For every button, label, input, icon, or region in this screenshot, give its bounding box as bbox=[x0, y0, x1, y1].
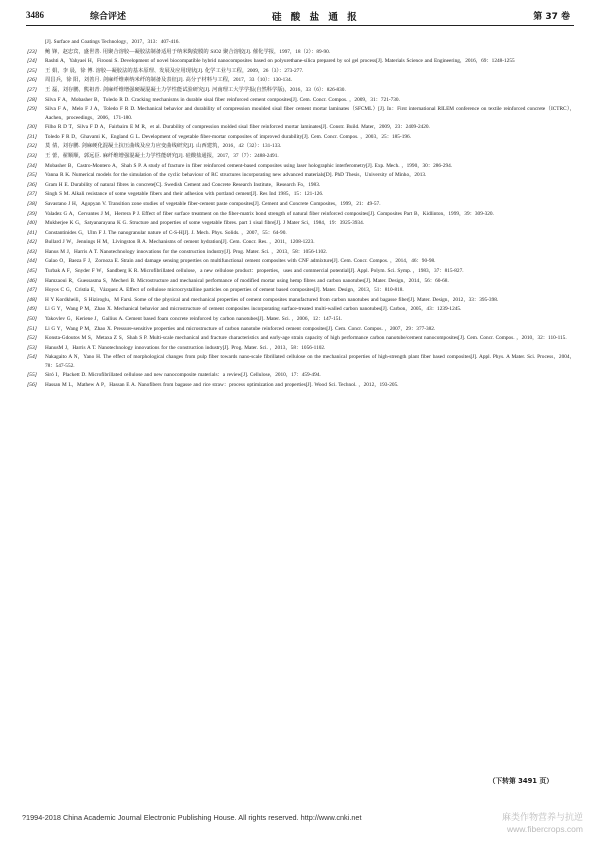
reference-text: 王 蕾，翟顺顺，郭远臣. 麻纤维增强混凝土力学性能研究[J]. 硅酸盐通报，2017，37（7）：2488-2491. bbox=[45, 152, 279, 159]
reference-text: 周昌兵，徐 阳，刘善月. 剑麻纤维素纳米纤的制备及表征[J]. 高分子材料与工程，2017，33（10）：130-134. bbox=[45, 77, 292, 84]
reference-entry bbox=[27, 353, 575, 370]
reference-number: [25] bbox=[27, 67, 37, 74]
reference-text: Filho R D T，Silva F D A，Fairbairn E M R，et al. Durability of compression molded sisal fiber reinforced mortar laminates[J]. Constr. Build. Mater，2009，23：2409-2420. bbox=[45, 124, 430, 131]
reference-entry bbox=[27, 162, 575, 170]
reference-list bbox=[27, 38, 575, 391]
page-number: 3486 bbox=[26, 10, 44, 20]
reference-text: Yakovlev G，Keriene J，Gailius A. Cement based foam concrete reinforced by carbon nanotubes[J]. Mater. Sci. ，2006，12：147-151. bbox=[45, 316, 343, 323]
reference-number: [29] bbox=[27, 106, 37, 113]
reference-entry bbox=[27, 133, 575, 141]
reference-number: [55] bbox=[27, 372, 37, 379]
reference-entry bbox=[27, 181, 575, 189]
reference-entry bbox=[27, 305, 575, 313]
reference-text: Hanus M J，Harris A T. Nanotechnology innovations for the construction industry[J]. Prog. Mater. Sci. ，2013，58：1056-1102. bbox=[45, 248, 328, 255]
reference-number: [45] bbox=[27, 268, 37, 275]
copyright-footer: ?1994-2018 China Academic Journal Electronic Publishing House. All rights reserved. http://www.cnki.net bbox=[22, 813, 362, 822]
reference-text: Konsta-Gdoutos M S，Metaxa Z S，Shah S P. Multi-scale mechanical and fracture characteristics and early-age strain capacity of high performance carbon nanotube/cement nanocomposites[J]. Cem. Concr. Compos. ，2010，32：110-115. bbox=[45, 335, 567, 342]
reference-number: [31] bbox=[27, 133, 37, 140]
reference-text: 莫 倩，刘存鹏. 剑麻硬化混凝土抗压曲线及应力应变曲线研究[J]. 山西建筑，2016，42（32）：131-133. bbox=[45, 143, 282, 150]
reference-text: Bullard J W，Jennings H M，Livingston R A. Mechanisms of cement hydration[J]. Cem. Concr. Res. ，2011，1208-1223. bbox=[45, 239, 315, 246]
reference-text: Mobasher B，Castro-Montero A，Shah S P. A study of fracture in fiber reinforced cement-based composites using laser holographic interferometry[J]. Exp. Mech. ，1990，30：286-294. bbox=[45, 162, 453, 169]
reference-number: [26] bbox=[27, 77, 37, 84]
continued-note: （下转第 3491 页） bbox=[488, 777, 553, 785]
reference-number: [38] bbox=[27, 200, 37, 207]
reference-text: [J]. Surface and Coatings Technology，2017，313：407-416. bbox=[45, 39, 180, 45]
reference-text: Nakagaito A N，Yano H. The effect of morphological changes from pulp fiber towards nano-scale fibrillated cellulose on the mechanical properties of high-strength plant fiber based composites[J]. Appl. Phys. A Mater. Sci. Process，2004，78：547-552. bbox=[45, 354, 575, 369]
reference-entry bbox=[27, 210, 575, 218]
reference-entry bbox=[27, 105, 575, 122]
reference-number: [36] bbox=[27, 181, 37, 188]
reference-text: Gram H E. Durability of natural fibres in concrete[C]. Swedish Cement and Concrete Research Institute，Research Fo，1983. bbox=[45, 181, 321, 188]
reference-entry bbox=[27, 152, 575, 160]
reference-entry bbox=[27, 381, 575, 389]
reference-text: H Y Kordkheili，S Hiziroglu，M Farsi. Some of the physical and mechanical properties of cement composites manufactured from carbon nanotubes and bagasse fiber[J]. Mater. Design，2012，33：395-398. bbox=[45, 296, 499, 303]
reference-text: Savastano J H，Agopyan V. Transition zone studies of vegetable fiber-cement paste composites[J]. Cement and Concrete Composites，1999，21：49-57. bbox=[45, 200, 381, 207]
reference-entry bbox=[27, 315, 575, 323]
reference-text: Vanna R K. Numerical models for the simulation of the cyclic behaviour of RC structures incorporating new advanced materials[D]. PhD Thesis，University of Minho，2013. bbox=[45, 172, 427, 179]
reference-number: [39] bbox=[27, 210, 37, 217]
reference-number: [42] bbox=[27, 239, 37, 246]
reference-text: 王 磊，刘存鹏，熊祖青. 剑麻纤维增强硬凝混凝土力学性能试验研究[J]. 河南理工大学学报(自然科学版)，2016，33（6）：826-830. bbox=[45, 86, 346, 93]
reference-number: [27] bbox=[27, 86, 37, 93]
reference-text: Galao O，Baeza F J，Zornoza E. Strain and damage sensing properties on multifunctional cement composites with CNF admixture[J]. Cem. Concr. Compos. ，2014，46：90-98. bbox=[45, 258, 436, 265]
reference-number: [48] bbox=[27, 296, 37, 303]
watermark-text: 麻类作物营养与抗逆 bbox=[501, 813, 583, 823]
reference-text: Hassan M L，Mathew A P，Hassan E A. Nanofibers from bagasse and rice straw：process optimization and properties[J]. Wood Sci. Technol. ，2012，193-205. bbox=[45, 382, 399, 388]
reference-entry bbox=[27, 96, 575, 104]
reference-number: [30] bbox=[27, 124, 37, 131]
reference-entry bbox=[27, 76, 575, 84]
reference-number: [56] bbox=[27, 382, 37, 388]
reference-entry bbox=[27, 67, 575, 75]
reference-entry bbox=[27, 371, 575, 379]
reference-entry bbox=[27, 248, 575, 256]
reference-number: [40] bbox=[27, 220, 37, 227]
reference-number: [33] bbox=[27, 152, 37, 159]
reference-text: Silva F A，Mobasher B，Toledo R D. Cracking mechanisms in durable sisal fiber reinforced cement composites[J]. Cem. Concr. Compos. ，2009，31：721-730. bbox=[45, 96, 400, 103]
reference-text: Rashti A，Yahyaei H，Firooni S. Development of novel biocompatible hybrid nanocomposites based on polyurethane-silica prepared by sol gel process[J]. Materials Science and Engineering，2016，69：1248-1255 bbox=[45, 58, 515, 65]
reference-number: [24] bbox=[27, 58, 37, 65]
reference-entry bbox=[27, 190, 575, 198]
reference-text: Singh S M. Alkali resistance of some vegetable fibers and their adhesion with portland cement[J]. Res Ind 1985，15：121-126. bbox=[45, 191, 324, 198]
reference-text: Valadez G A，Cervantes J M，Herrera P J. Effect of fiber surface treatment on the fiber-matrix bond strength of natural fiber reinforced composites[J]. Composites Part B，Kidlinton，1999，39：309-320. bbox=[45, 210, 494, 217]
reference-number: [44] bbox=[27, 258, 37, 265]
reference-entry bbox=[27, 344, 575, 352]
reference-number: [37] bbox=[27, 191, 37, 198]
reference-number: [50] bbox=[27, 316, 37, 323]
reference-number: [41] bbox=[27, 229, 37, 236]
reference-entry bbox=[27, 229, 575, 237]
reference-number: [28] bbox=[27, 96, 37, 103]
reference-number: [51] bbox=[27, 325, 37, 332]
header-rule bbox=[26, 25, 574, 26]
volume-label: 第 37 卷 bbox=[533, 12, 570, 22]
reference-text: Mukherjee K G，Satyanarayana K G. Structure and properties of some vegetable fibres. part 1 sisal fibre[J]. J Mater Sci，1984，19：3925-3934. bbox=[45, 220, 365, 227]
reference-entry bbox=[27, 171, 575, 179]
reference-entry bbox=[27, 200, 575, 208]
reference-number: [49] bbox=[27, 306, 37, 313]
reference-entry bbox=[27, 123, 575, 131]
reference-text: Li G Y，Wang P M，Zhao X. Mechanical behavior and microstructure of cement composites incorporating surface-treated multi-walled carbon nanotubes[J]. Carbon，2005，43：1239-1245. bbox=[45, 306, 462, 313]
reference-entry bbox=[27, 257, 575, 265]
reference-text: Constantinides G，Ulm F J. The nanogranular nature of C-S-H[J]. J. Mech. Phys. Solids. ，2007，55：64-90. bbox=[45, 229, 287, 236]
watermark-url: www.fibercrops.com bbox=[506, 824, 583, 834]
reference-entry bbox=[27, 286, 575, 294]
reference-number: [35] bbox=[27, 172, 37, 179]
reference-number: [52] bbox=[27, 335, 37, 342]
reference-text: HanusM J，Harris A T. Nanotechnology innovations for the construction industry[J]. Prog. Mater. Sci. ，2013，58：1056-1102. bbox=[45, 344, 326, 351]
reference-number: [54] bbox=[27, 354, 37, 361]
reference-text: Turbak A F，Snyder F W，Sandberg K R. Microfibrillated cellulose，a new cellulose product：properties，uses and commercial potential[J]. Appl. Polym. Sci. Symp. ，1983，37：815-827. bbox=[45, 268, 464, 275]
reference-number: [34] bbox=[27, 162, 37, 169]
reference-entry bbox=[27, 277, 575, 285]
reference-number: [23] bbox=[27, 48, 37, 55]
reference-text: 鲍 锋，赵忠宾，盛世善. 用聚合溶胶—凝胶法制备适用于纳米陶瓷膜的 SiO2 聚合溶胶[J]. 催化学报，1997，18（2）：89-90. bbox=[45, 48, 331, 55]
page-header bbox=[26, 6, 574, 28]
reference-entry bbox=[27, 57, 575, 65]
reference-entry bbox=[27, 86, 575, 94]
reference-entry bbox=[27, 334, 575, 342]
reference-entry bbox=[27, 48, 575, 56]
reference-text: Hamzaoui R，Guessasma S，Mecheri B. Microstructure and mechanical performance of modified mortar using hemp fibres and carbon nanotubes[J]. Mater. Design，2014，56：60-68. bbox=[45, 277, 449, 284]
reference-number: [32] bbox=[27, 143, 37, 150]
reference-entry bbox=[27, 325, 575, 333]
reference-text: Toledo F R D，Ghavami K，England G L. Development of vegetable fiber-mortar composites of improved durability[J]. Cem. Concr. Compos. ，2003，25：185-196. bbox=[45, 133, 411, 140]
section-title: 综合评述 bbox=[90, 12, 127, 22]
reference-number: [43] bbox=[27, 248, 37, 255]
reference-entry bbox=[27, 142, 575, 150]
reference-text: Hoyos C G，Cristia E，Vázquez A. Effect of cellulose microcrystalline particles on properties of cement based composites[J]. Mater. Design，2013，51：810-818. bbox=[45, 287, 404, 294]
reference-text: 王 娟，李 晨，徐 博. 溶胶—凝胶法的基本原理、发展及应用现状[J]. 化学工业与工程，2009，26（3）：273-277. bbox=[45, 67, 304, 74]
reference-entry bbox=[31, 38, 575, 46]
journal-title: 硅 酸 盐 通 报 bbox=[272, 12, 360, 23]
reference-text: Li G Y，Wang P M，Zhao X. Pressure-sensitive properties and microstructure of carbon nanotube reinforced cement composites[J]. Cem. Concr. Compos. ，2007，29：377-382. bbox=[45, 325, 436, 332]
reference-text: Silva F A，Melo F J A，Toledo F R D. Mechanical behavior and durability of compression moulded sisal fiber cement mortar laminates（SFCML）[J]. In：First international RILEM conference on textile reinforced concrete（ICTRC），Aachen，proceedings，2006，171-180. bbox=[45, 106, 575, 121]
reference-entry bbox=[27, 296, 575, 304]
reference-text: Siró I，Plackett D. Microfibrillated cellulose and new nanocomposite materials：a review[J]. Cellulose，2010，17：459-494. bbox=[45, 372, 321, 379]
reference-entry bbox=[27, 238, 575, 246]
reference-number: [53] bbox=[27, 344, 37, 351]
reference-entry bbox=[27, 219, 575, 227]
reference-entry bbox=[27, 267, 575, 275]
reference-number: [46] bbox=[27, 277, 37, 284]
reference-number: [47] bbox=[27, 287, 37, 294]
